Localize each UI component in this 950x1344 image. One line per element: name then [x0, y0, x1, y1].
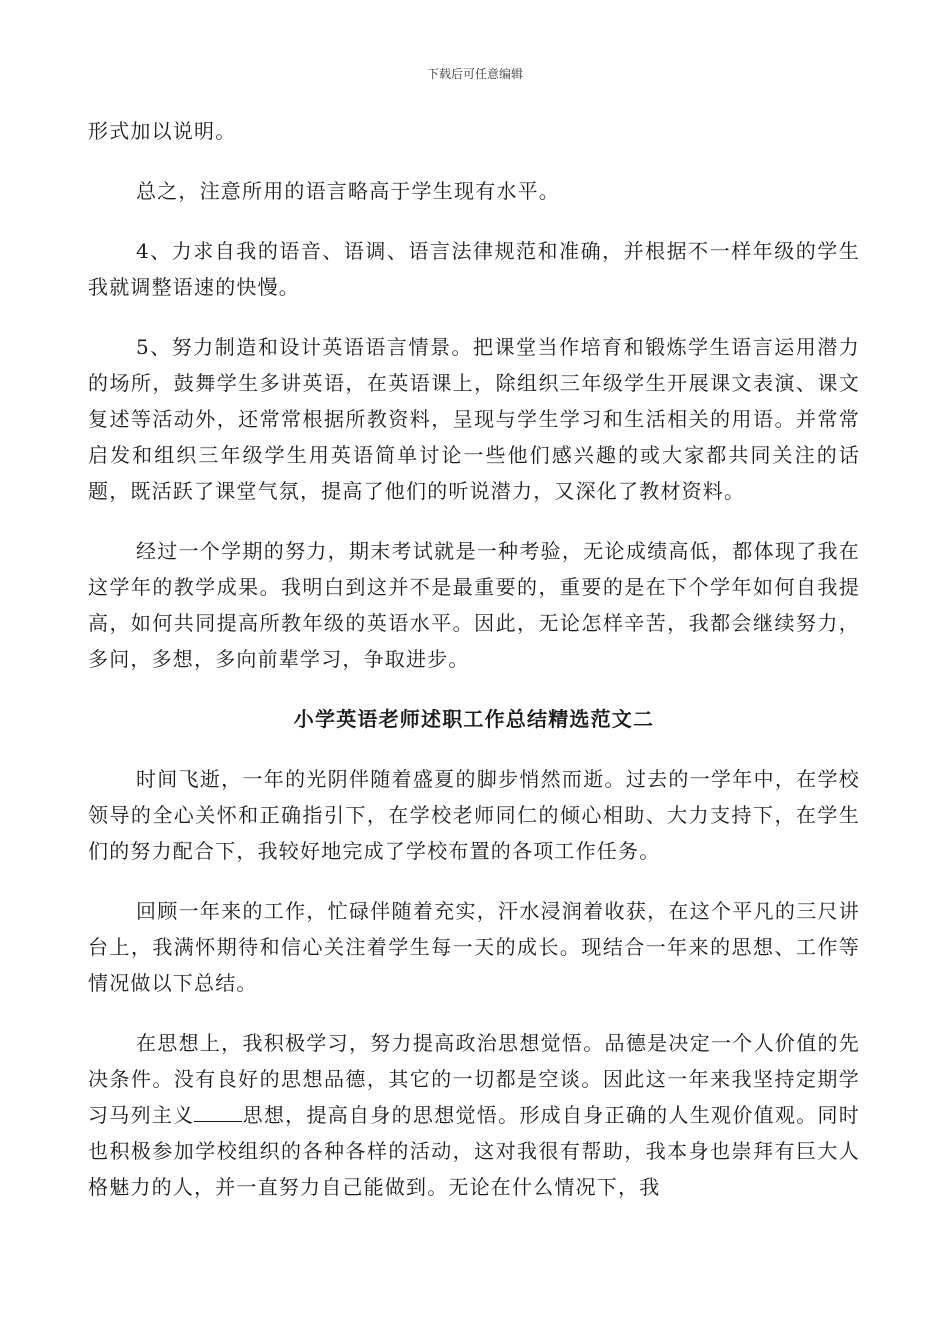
paragraph-ideology-after: 思想，提高自身的思想觉悟。形成自身正确的人生观价值观。同时也积极参加学校组织的各种各样的活动，这对我很有帮助，我本身也崇拜有巨大人格魅力的人，并一直努力自己能做到。无论在什么情况下，我: [88, 1103, 860, 1199]
paragraph-ideology-before: 在思想上，我积极学习，努力提高政治思想觉悟。品德是决定一个人价值的先决条件。没有良好的思想品德，其它的一切都是空谈。因此这一年来我坚持定期学习马列主义: [88, 1031, 860, 1127]
document-body: [88, 113, 860, 1229]
paragraph-intro: 时间飞逝，一年的光阴伴随着盛夏的脚步悄然而逝。过去的一学年中，在学校领导的全心关怀和正确指引下，在学校老师同仁的倾心相助、大力支持下，在学生们的努力配合下，我较好地完成了学校布置的各项工作任务。: [88, 767, 860, 863]
section-title: 小学英语老师述职工作总结精选范文二: [293, 707, 655, 731]
paragraph-ideology: [88, 1025, 860, 1205]
paragraph-item-5: 5、努力制造和设计英语语言情景。把课堂当作培育和锻炼学生语言运用潜力的场所，鼓舞学生多讲英语，在英语课上，除组织三年级学生开展课文表演、课文复述等活动外，还常常根据所教资料，呈现与学生学习和生活相关的用语。并常常启发和组织三年级学生用英语简单讨论一些他们感兴趣的或大家都共同关注的话题，既活跃了课堂气氛，提高了他们的听说潜力，又深化了教材资料。: [88, 335, 860, 503]
paragraph-item-4: 4、力求自我的语音、语调、语言法律规范和准确，并根据不一样年级的学生我就调整语速的快慢。: [88, 239, 860, 299]
paragraph-review: 回顾一年来的工作，忙碌伴随着充实，汗水浸润着收获，在这个平凡的三尺讲台上，我满怀期待和信心关注着学生每一天的成长。现结合一年来的思想、工作等情况做以下总结。: [88, 899, 860, 995]
paragraph-conclusion: 经过一个学期的努力，期末考试就是一种考验，无论成绩高低，都体现了我在这学年的教学成果。我明白到这并不是最重要的，重要的是在下个学年如何自我提高，如何共同提高所教年级的英语水平。因此，无论怎样辛苦，我都会继续努力，多问，多想，多向前辈学习，争取进步。: [88, 539, 860, 671]
fill-blank: [194, 1121, 242, 1122]
paragraph-summary: 总之，注意所用的语言略高于学生现有水平。: [136, 179, 560, 203]
page-header: 下载后可任意编辑: [426, 67, 523, 81]
paragraph-continuation: 形式加以说明。: [88, 119, 237, 143]
